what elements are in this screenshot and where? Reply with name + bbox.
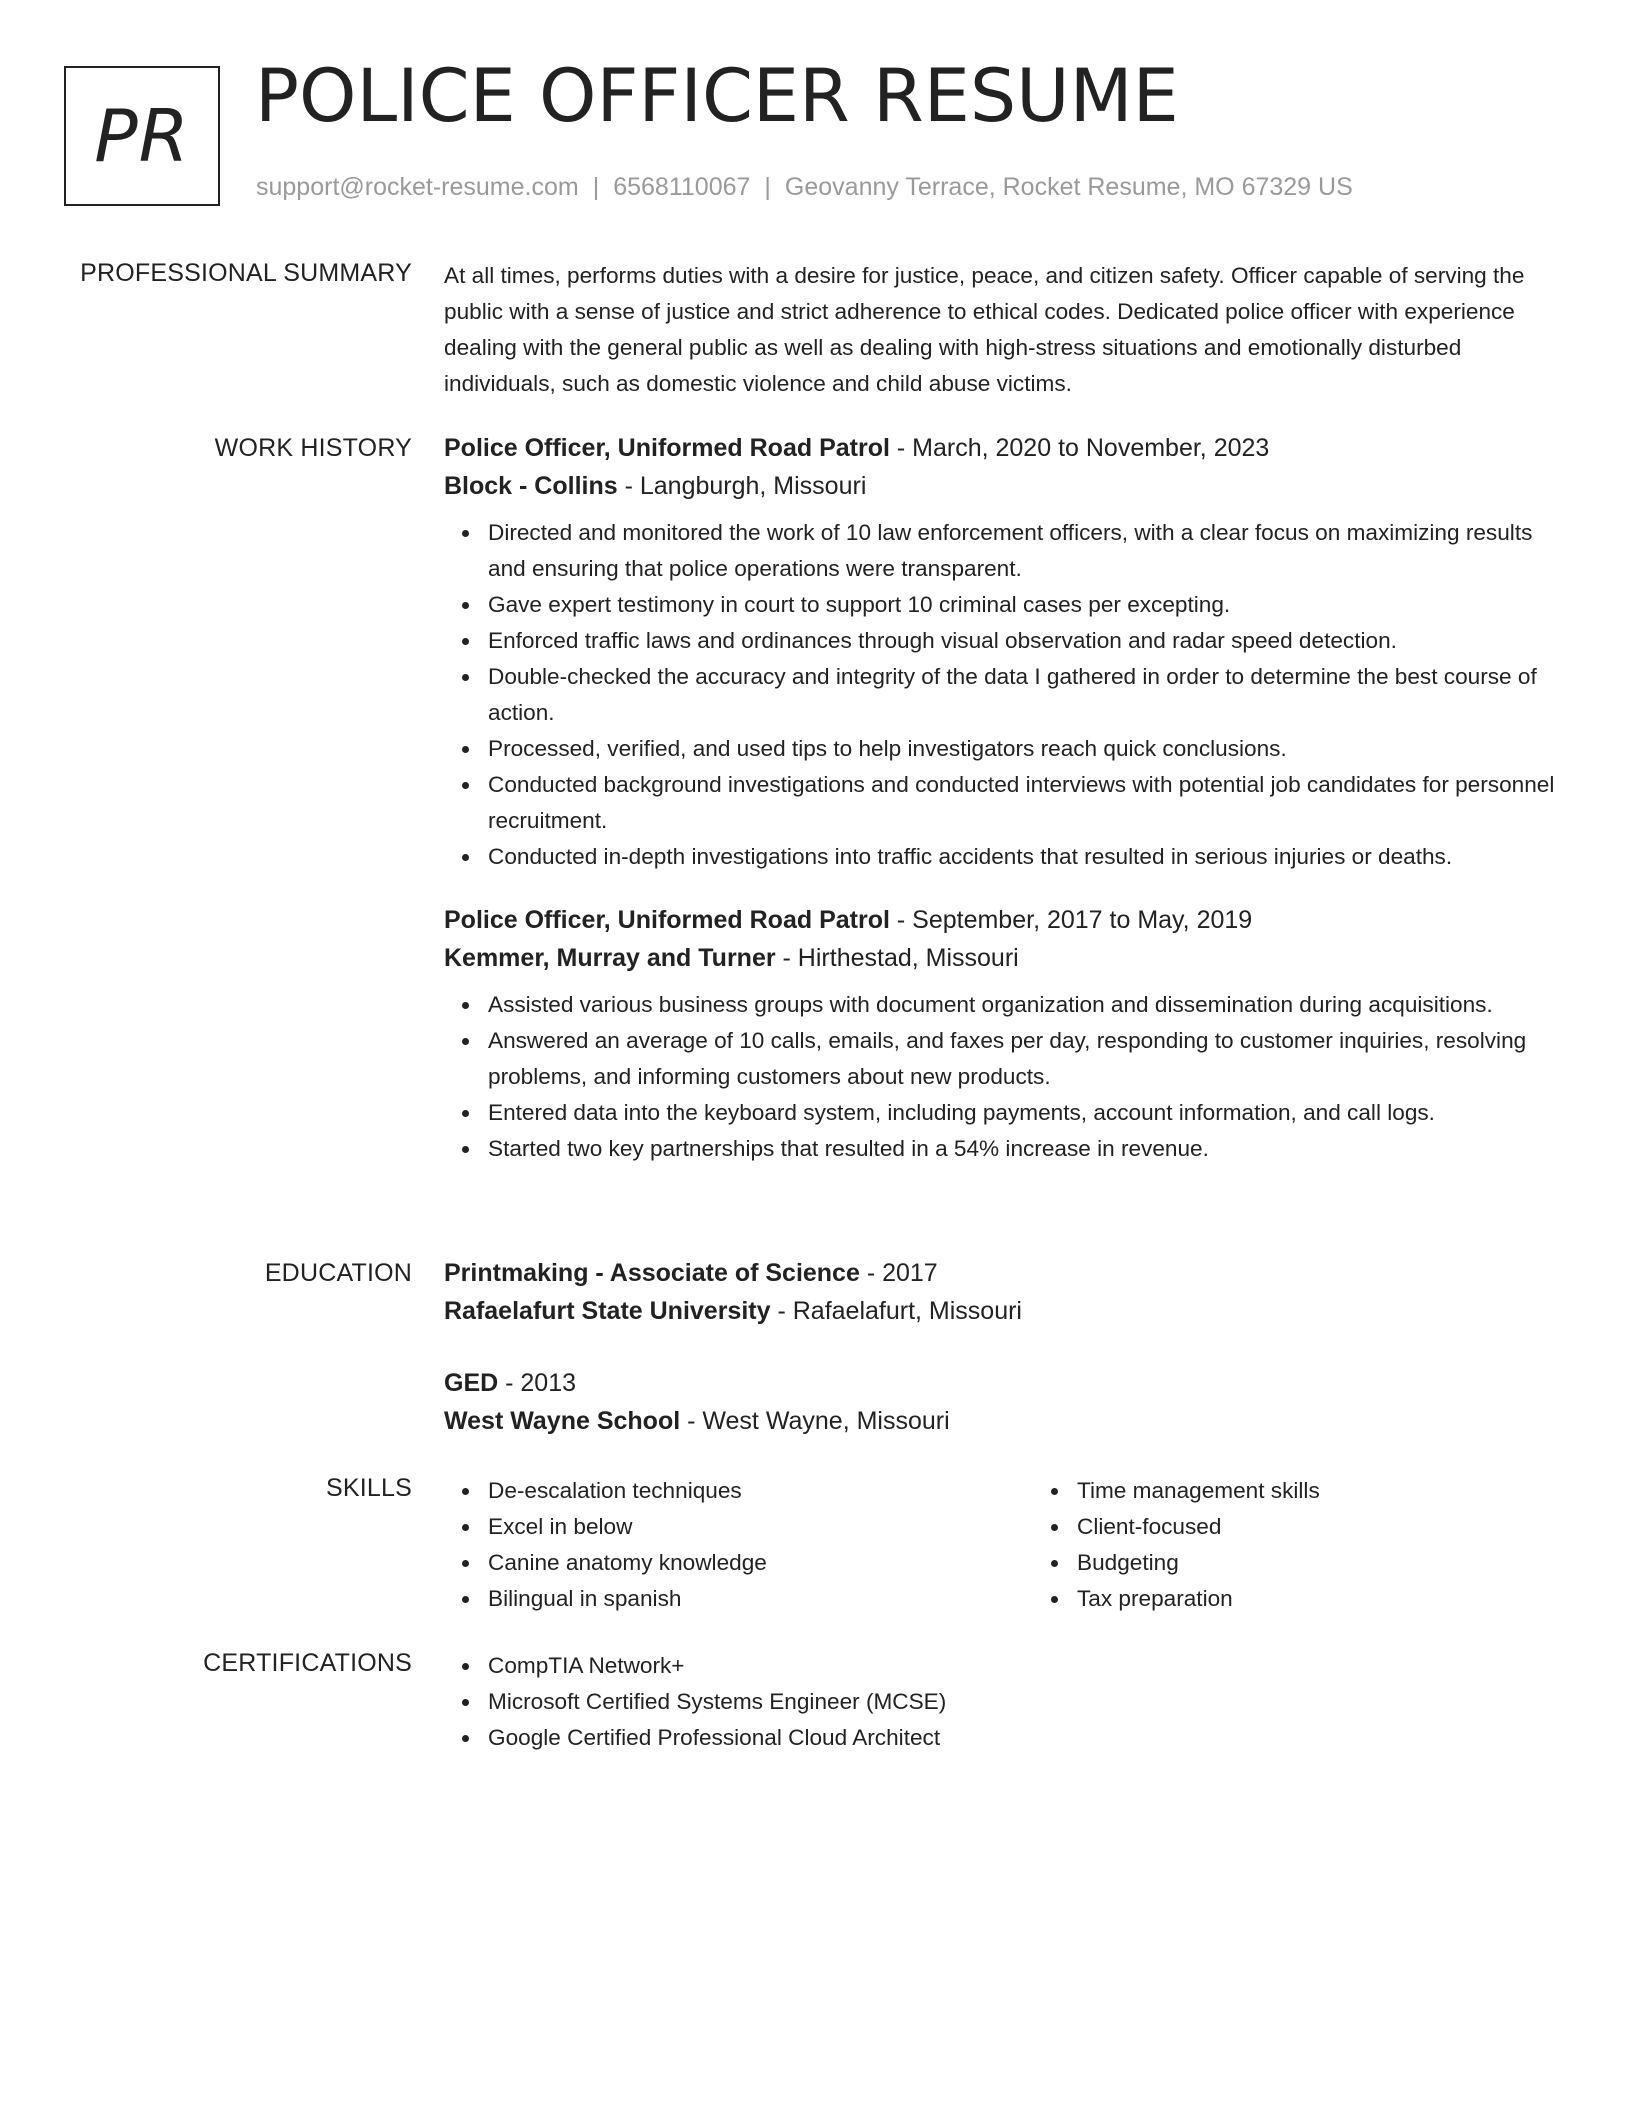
job-title-line [444,429,1564,467]
section-label-summary: PROFESSIONAL SUMMARY [80,259,412,287]
monogram-text: PR [94,94,190,178]
school-line [444,1402,1564,1440]
degree-year: - 2013 [498,1369,577,1397]
education-body [444,1254,1564,1440]
education-entry [444,1254,1564,1330]
list-item: Tax preparation [1077,1581,1622,1617]
job-company-line [444,467,1564,505]
list-item: Conducted in-depth investigations into traffic accidents that resulted in serious injuries or deaths. [488,839,1564,875]
job-location: - Langburgh, Missouri [617,472,867,500]
degree: GED [444,1369,499,1397]
list-item: Google Certified Professional Cloud Architect [488,1720,1564,1756]
list-item: Bilingual in spanish [488,1581,1033,1617]
certifications-body [444,1648,1564,1756]
list-item: De-escalation techniques [488,1473,1033,1509]
list-item: Started two key partnerships that resulted in a 54% increase in revenue. [488,1131,1564,1167]
job-dates: - September, 2017 to May, 2019 [889,906,1253,934]
job-entry [444,429,1564,875]
job-title: Police Officer, Uniformed Road Patrol [444,906,890,934]
school-location: - West Wayne, Missouri [680,1407,950,1435]
section-label-education: EDUCATION [264,1259,412,1287]
section-label-work-history: WORK HISTORY [214,434,412,462]
school-line [444,1292,1564,1330]
contact-separator: | [764,173,771,201]
job-title: Police Officer, Uniformed Road Patrol [444,434,890,462]
list-item: CompTIA Network+ [488,1648,1564,1684]
contact-separator: | [592,173,600,201]
job-bullets [444,987,1564,1167]
degree: Printmaking - Associate of Science [444,1259,860,1287]
list-item: Conducted background investigations and conducted interviews with potential job candidates for personnel recruitment. [488,767,1564,839]
list-item: Assisted various business groups with document organization and dissemination during acquisitions. [488,987,1564,1023]
contact-phone[interactable]: 6568110067 [613,173,751,201]
job-entry [444,901,1564,1167]
job-location: - Hirthestad, Missouri [775,944,1019,972]
summary-body [444,258,1564,402]
list-item: Entered data into the keyboard system, including payments, account information, and call logs. [488,1095,1564,1131]
contact-email[interactable]: support@rocket-resume.com [256,173,579,201]
degree-year: - 2017 [859,1259,938,1287]
section-label-certifications: CERTIFICATIONS [203,1649,412,1677]
list-item: Budgeting [1077,1545,1622,1581]
contact-address: Geovanny Terrace, Rocket Resume, MO 67329 US [784,173,1353,201]
list-item: Answered an average of 10 calls, emails, and faxes per day, responding to customer inquiries, resolving problems, and informing customers about new products. [488,1023,1564,1095]
school-location: - Rafaelafurt, Missouri [770,1297,1022,1325]
list-item: Microsoft Certified Systems Engineer (MCSE) [488,1684,1564,1720]
list-item: Excel in below [488,1509,1033,1545]
education-entry [444,1364,1564,1440]
skills-body [444,1473,1564,1617]
list-item: Time management skills [1077,1473,1622,1509]
skills-column-1 [444,1473,1033,1617]
contact-line [256,173,1353,202]
list-item: Double-checked the accuracy and integrity of the data I gathered in order to determine the best course of action. [488,659,1564,731]
resume-title: POLICE OFFICER RESUME [255,54,1179,139]
section-label-skills: SKILLS [326,1474,412,1502]
monogram-badge [64,66,220,206]
job-dates: - March, 2020 to November, 2023 [889,434,1270,462]
job-company-line [444,939,1564,977]
degree-line [444,1364,1564,1402]
skills-grid [444,1473,1564,1617]
list-item: Processed, verified, and used tips to help investigators reach quick conclusions. [488,731,1564,767]
list-item: Directed and monitored the work of 10 law enforcement officers, with a clear focus on maximizing results and ensuring that police operations were transparent. [488,515,1564,587]
degree-line [444,1254,1564,1292]
job-company: Kemmer, Murray and Turner [444,944,776,972]
job-bullets [444,515,1564,875]
work-history-body [444,429,1564,1167]
list-item: Enforced traffic laws and ordinances through visual observation and radar speed detection. [488,623,1564,659]
job-company: Block - Collins [444,472,618,500]
list-item: Gave expert testimony in court to support 10 criminal cases per excepting. [488,587,1564,623]
list-item: Canine anatomy knowledge [488,1545,1033,1581]
school: Rafaelafurt State University [444,1297,771,1325]
certifications-list [444,1648,1564,1756]
skills-column-2 [1033,1473,1622,1617]
school: West Wayne School [444,1407,681,1435]
list-item: Client-focused [1077,1509,1622,1545]
job-title-line [444,901,1564,939]
summary-text: At all times, performs duties with a desire for justice, peace, and citizen safety. Officer capable of serving the public with a sense of justice and strict adherence to ethical codes. Dedicated police officer with experience dealing with the general public as well as dealing with high-stress situations and emotionally disturbed individuals, such as domestic violence and child abuse victims. [444,263,1525,396]
